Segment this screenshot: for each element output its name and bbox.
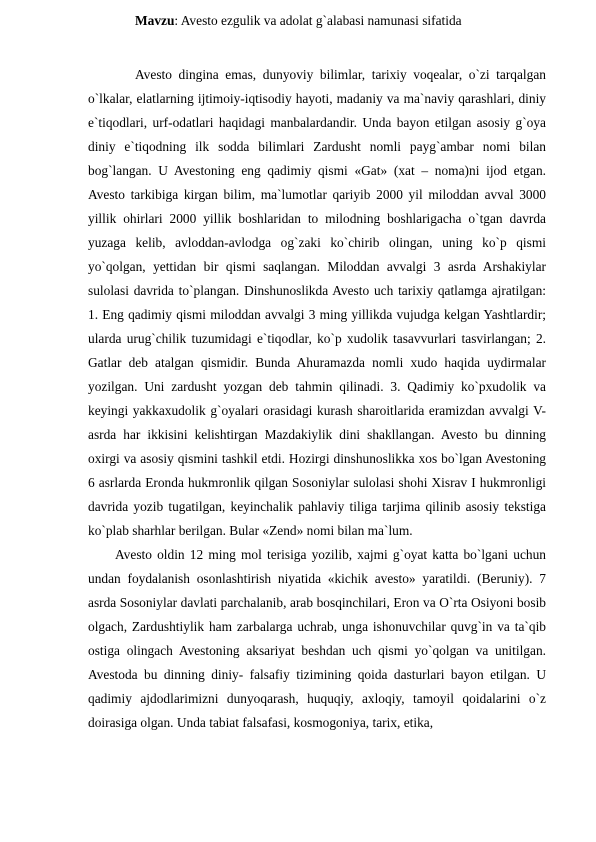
title-text: : Avesto ezgulik va adolat g`alabasi namunasi sifatida <box>174 13 462 28</box>
title-prefix: Mavzu <box>135 13 175 28</box>
document-title <box>135 9 575 33</box>
paragraph-2: Avesto oldin 12 ming mol terisiga yozilib, xajmi g`oyat katta bo`lgani uchun undan foydalanish osonlashtirish niyatida «kichik avesto» yaratildi. (Beruniy). 7 asrda Sosoniylar davlati parchalanib, arab bosqinchilari, Eron va O`rta Osiyoni bosib olgach, Zardushtiylik ham zarbalarga uchrab, unga ishonuvchilar quvg`in va ta`qib ostiga olingach Avestoning aksariyat beshdan uch qismi yo`qolgan va unitilgan. Avestoda bu dinning diniy- falsafiy tizimining qoida dasturlari bayon etilgan. U qadimiy ajdodlarimizni dunyoqarash, huquqiy, axloqiy, tamoyil qoidalarini o`z doirasiga olgan. Unda tabiat falsafasi, kosmogoniya, tarix, etika, <box>88 547 546 730</box>
paragraph-1: Avesto dingina emas, dunyoviy bilimlar, tarixiy voqealar, o`zi tarqalgan o`lkalar, elatlarning ijtimoiy-iqtisodiy hayoti, madaniy va ma`naviy qarashlari, diniy e`tiqodlari, urf-odatlari haqidagi manbalardandir. Unda bayon etilgan asosiy g`oya diniy e`tiqodning ilk sodda bilimlari Zardusht nomli payg`ambar nomi bilan bog`langan. U Avestoning eng qadimiy qismi «Gat» (xat – noma)ni ijod etgan. Avesto tarkibiga kirgan bilim, ma`lumotlar qariyib 2000 yil miloddan avval 3000 yillik ohirlari 2000 yillik boshlaridan to milodning boshlarigacha o`tgan davrda yuzaga kelib, avloddan-avlodga og`zaki ko`chirib olingan, uning ko`p qismi yo`qolgan, yettidan bir qismi saqlangan. Miloddan avvalgi 3 asrda Arshakiylar sulolasi davrida to`plangan. Dinshunoslikda Avesto uch tarixiy qatlamga ajratilgan: 1. Eng qadimiy qismi miloddan avvalgi 3 ming yillikda vujudga kelgan Yashtlardir; ularda urug`chilik tuzumidagi e`tiqodlar, ko`p xudolik tasavvurlari tasvirlangan; 2. Gatlar deb atalgan qismidir. Bunda Ahuramazda nomli xudo haqida uydirmalar yozilgan. Uni zardusht yozgan deb tahmin qilinadi. 3. Qadimiy ko`pxudolik va keyingi yakkaxudolik g`oyalari orasidagi kurash sharoitlarida eramizdan avvalgi V-asrda har ikkisini kelishtirgan Mazdakiylik dini shakllangan. Avesto bu dinning oxirgi va asosiy qismini tashkil etdi. Hozirgi dinshunoslikka xos bo`lgan Avestoning 6 asrlarda Eronda hukmronlik qilgan Sosoniylar sulolasi shohi Xisrav I hukmronligi davrida yozib tugatilgan, keyinchalik pahlaviy tiliga tarjima qilinib asosiy tekstiga ko`plab sharhlar berilgan. Bular «Zend» nomi bilan ma`lum. <box>88 67 546 538</box>
document-body <box>88 63 546 735</box>
